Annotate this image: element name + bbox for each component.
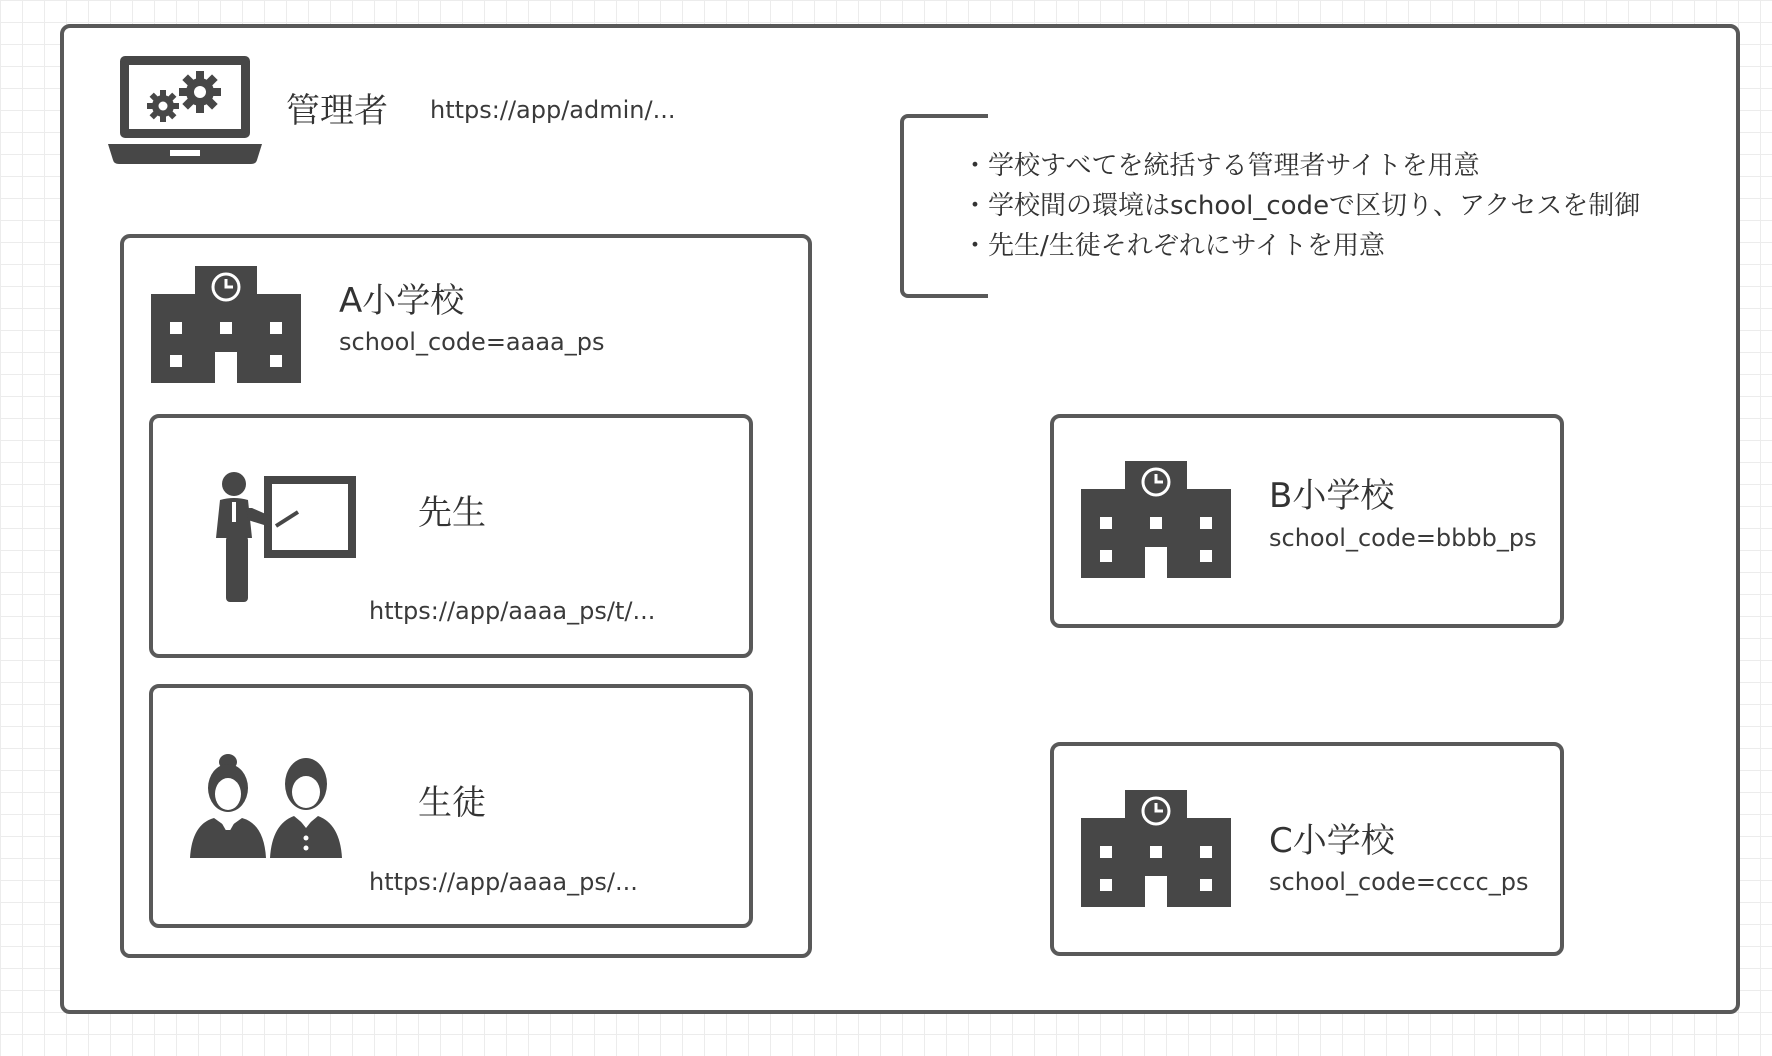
note-item: ・学校間の環境はschool_codeで区切り、アクセスを制御 — [962, 191, 1641, 221]
teacher-label: 先生 — [418, 493, 486, 533]
admin-url: https://app/admin/... — [430, 96, 676, 124]
teacher-icon — [208, 468, 364, 604]
school-a-name: A小学校 — [339, 281, 465, 321]
school-b-name: B小学校 — [1269, 476, 1395, 516]
note-item: ・学校すべてを統括する管理者サイトを用意 — [962, 151, 1480, 181]
school-building-icon — [1081, 461, 1231, 578]
school-c-name: C小学校 — [1269, 821, 1395, 861]
school-building-icon — [1081, 790, 1231, 907]
school-a-code: school_code=aaaa_ps — [339, 328, 605, 356]
note-item: ・先生/生徒それぞれにサイトを用意 — [962, 231, 1385, 261]
laptop-gears-icon — [108, 54, 262, 166]
student-url: https://app/aaaa_ps/... — [369, 868, 638, 896]
school-b-code: school_code=bbbb_ps — [1269, 524, 1537, 552]
school-building-icon — [151, 266, 301, 383]
school-c-code: school_code=cccc_ps — [1269, 868, 1529, 896]
students-icon — [190, 754, 346, 858]
student-label: 生徒 — [418, 783, 486, 823]
teacher-url: https://app/aaaa_ps/t/... — [369, 597, 656, 625]
notes-list — [962, 146, 1640, 266]
admin-label: 管理者 — [286, 91, 388, 131]
